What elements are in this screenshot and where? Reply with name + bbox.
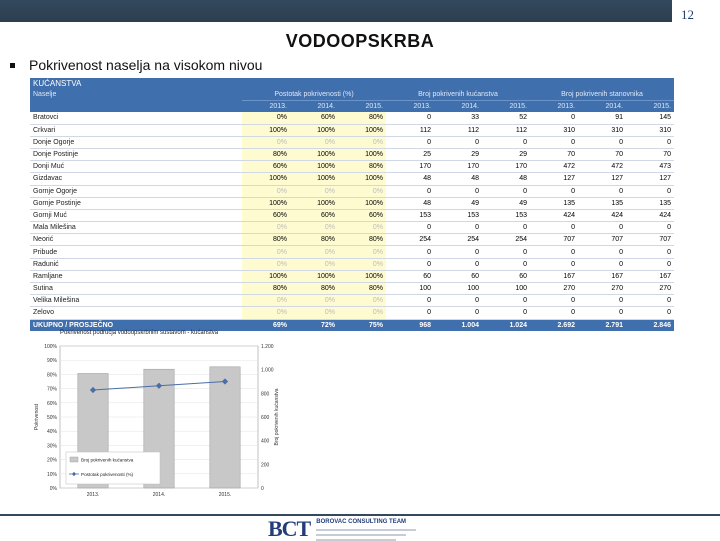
households-cell: 0 (482, 185, 530, 197)
column-header-naselje: Naselje (30, 89, 242, 101)
households-cell: 0 (434, 307, 482, 319)
coverage-percent-cell: 69% (242, 319, 290, 331)
coverage-percent-cell: 80% (242, 234, 290, 246)
population-cell: 424 (626, 209, 674, 221)
top-bar (0, 0, 720, 22)
households-cell: 60 (434, 270, 482, 282)
bullet-text: Pokrivenost naselja na visokom nivou (29, 57, 263, 73)
population-cell: 0 (626, 136, 674, 148)
coverage-percent-cell: 0% (242, 112, 290, 124)
settlement-name: Crkvari (30, 124, 242, 136)
population-cell: 167 (578, 270, 626, 282)
coverage-percent-cell: 80% (338, 161, 386, 173)
coverage-percent-cell: 100% (338, 173, 386, 185)
coverage-percent-cell: 0% (242, 185, 290, 197)
population-cell: 707 (578, 234, 626, 246)
chart-title: Pokrivenost područja vodoopskrbnim sustavom - kućanstva (60, 330, 219, 336)
y2-tick-label: 200 (261, 462, 270, 469)
population-cell: 270 (626, 283, 674, 295)
population-cell: 0 (530, 258, 578, 270)
population-cell: 0 (626, 258, 674, 270)
coverage-percent-cell: 100% (338, 270, 386, 282)
population-cell: 70 (626, 148, 674, 160)
population-cell: 135 (530, 197, 578, 209)
y2-axis-label: Broj pokrivenih kućanstva (274, 388, 280, 446)
population-cell: 135 (578, 197, 626, 209)
table-row (30, 173, 674, 185)
households-cell: 52 (482, 112, 530, 124)
table-row (30, 246, 674, 258)
population-cell: 0 (530, 307, 578, 319)
population-cell: 0 (578, 222, 626, 234)
coverage-percent-cell: 0% (290, 295, 338, 307)
households-cell: 0 (482, 295, 530, 307)
households-cell: 1.024 (482, 319, 530, 331)
population-cell: 127 (530, 173, 578, 185)
settlement-name: Donji Muć (30, 161, 242, 173)
households-cell: 0 (386, 258, 434, 270)
coverage-percent-cell: 100% (242, 124, 290, 136)
year-header: 2015. (482, 101, 530, 113)
settlement-name: Mala Milešina (30, 222, 242, 234)
households-cell: 0 (386, 246, 434, 258)
population-cell: 70 (530, 148, 578, 160)
company-logo (268, 516, 416, 541)
population-cell: 424 (530, 209, 578, 221)
population-cell: 473 (626, 161, 674, 173)
table-row (30, 258, 674, 270)
coverage-percent-cell: 0% (290, 222, 338, 234)
table-row (30, 270, 674, 282)
table-row (30, 112, 674, 124)
y-tick-label: 10% (46, 471, 57, 478)
coverage-percent-cell: 75% (338, 319, 386, 331)
population-cell: 2.692 (530, 319, 578, 331)
population-cell: 472 (578, 161, 626, 173)
households-cell: 254 (434, 234, 482, 246)
coverage-percent-cell: 80% (338, 234, 386, 246)
coverage-percent-cell: 60% (242, 161, 290, 173)
y-tick-label: 80% (46, 372, 57, 379)
x-tick-label: 2015. (218, 492, 232, 498)
coverage-chart (30, 330, 280, 508)
coverage-percent-cell: 100% (242, 197, 290, 209)
households-cell: 153 (434, 209, 482, 221)
coverage-percent-cell: 0% (290, 185, 338, 197)
y-tick-label: 30% (46, 443, 57, 450)
population-cell: 0 (578, 136, 626, 148)
households-cell: 29 (482, 148, 530, 160)
settlement-name: Gornji Muć (30, 209, 242, 221)
population-cell: 2.846 (626, 319, 674, 331)
households-cell: 0 (482, 222, 530, 234)
households-cell: 170 (386, 161, 434, 173)
coverage-percent-cell: 60% (242, 209, 290, 221)
coverage-percent-cell: 100% (338, 148, 386, 160)
settlement-name: Donje Postinje (30, 148, 242, 160)
households-cell: 48 (386, 173, 434, 185)
households-cell: 153 (482, 209, 530, 221)
coverage-percent-cell: 0% (338, 258, 386, 270)
households-cell: 153 (386, 209, 434, 221)
coverage-percent-cell: 0% (338, 307, 386, 319)
households-cell: 112 (386, 124, 434, 136)
households-cell: 49 (434, 197, 482, 209)
table-row (30, 185, 674, 197)
group-header-households: Broj pokrivenih kućanstva (386, 89, 530, 101)
bullet-point (10, 57, 262, 73)
households-cell: 48 (434, 173, 482, 185)
coverage-percent-cell: 80% (290, 234, 338, 246)
households-cell: 0 (434, 136, 482, 148)
legend-bar-swatch (70, 457, 78, 462)
coverage-percent-cell: 100% (290, 148, 338, 160)
table-row (30, 197, 674, 209)
year-header: 2015. (338, 101, 386, 113)
coverage-percent-cell: 100% (338, 124, 386, 136)
coverage-table (30, 78, 672, 331)
population-cell: 707 (626, 234, 674, 246)
page-number: 12 (681, 7, 694, 22)
households-cell: 170 (434, 161, 482, 173)
population-cell: 70 (578, 148, 626, 160)
settlement-name: Sutina (30, 283, 242, 295)
y2-tick-label: 800 (261, 391, 270, 398)
slide-title: VODOOPSKRBA (285, 31, 435, 51)
population-cell: 167 (530, 270, 578, 282)
coverage-percent-cell: 0% (242, 222, 290, 234)
coverage-percent-cell: 100% (290, 173, 338, 185)
logo-mark: BCT (268, 516, 311, 541)
population-cell: 2.791 (578, 319, 626, 331)
households-cell: 0 (386, 136, 434, 148)
table-row (30, 209, 674, 221)
households-cell: 0 (386, 185, 434, 197)
y-tick-label: 90% (46, 358, 57, 365)
households-cell: 60 (482, 270, 530, 282)
coverage-percent-cell: 0% (242, 136, 290, 148)
households-cell: 0 (434, 246, 482, 258)
coverage-percent-cell: 0% (338, 185, 386, 197)
population-cell: 472 (530, 161, 578, 173)
x-tick-label: 2013. (86, 492, 100, 498)
table-row (30, 222, 674, 234)
households-cell: 254 (386, 234, 434, 246)
coverage-percent-cell: 0% (338, 295, 386, 307)
population-cell: 127 (578, 173, 626, 185)
page-number-area (672, 0, 720, 22)
year-header: 2013. (386, 101, 434, 113)
households-cell: 0 (386, 307, 434, 319)
households-cell: 0 (434, 258, 482, 270)
settlement-name: Gornje Postinje (30, 197, 242, 209)
coverage-percent-cell: 60% (290, 112, 338, 124)
households-cell: 33 (434, 112, 482, 124)
households-cell: 0 (386, 295, 434, 307)
coverage-percent-cell: 0% (338, 136, 386, 148)
y2-tick-label: 1.000 (261, 367, 274, 374)
population-cell: 167 (626, 270, 674, 282)
year-header: 2014. (578, 101, 626, 113)
settlement-name: Neorić (30, 234, 242, 246)
settlement-name: Radunić (30, 258, 242, 270)
logo-tagline-line (316, 529, 416, 531)
coverage-percent-cell: 0% (338, 222, 386, 234)
y-tick-label: 100% (44, 344, 57, 350)
y-tick-label: 60% (46, 400, 57, 407)
footer-divider (0, 514, 720, 516)
coverage-percent-cell: 72% (290, 319, 338, 331)
population-cell: 310 (626, 124, 674, 136)
coverage-percent-cell: 60% (290, 209, 338, 221)
population-cell: 0 (578, 185, 626, 197)
households-cell: 0 (482, 136, 530, 148)
households-cell: 25 (386, 148, 434, 160)
bar (210, 367, 240, 488)
population-cell: 91 (578, 112, 626, 124)
population-cell: 0 (578, 307, 626, 319)
coverage-percent-cell: 0% (290, 246, 338, 258)
households-cell: 0 (482, 258, 530, 270)
legend-label: Broj pokrivenih kućanstva (81, 457, 134, 463)
year-header: 2014. (290, 101, 338, 113)
coverage-percent-cell: 80% (242, 283, 290, 295)
coverage-percent-cell: 100% (290, 124, 338, 136)
y-tick-label: 20% (46, 457, 57, 464)
coverage-percent-cell: 80% (338, 112, 386, 124)
year-header: 2014. (434, 101, 482, 113)
table-row (30, 136, 674, 148)
table-row (30, 124, 674, 136)
y-axis-label: Pokrivenost (34, 403, 40, 431)
y-tick-label: 50% (46, 415, 57, 421)
population-cell: 0 (626, 295, 674, 307)
settlement-name: Donje Ogorje (30, 136, 242, 148)
table-total-row (30, 319, 674, 331)
table-row (30, 283, 674, 295)
coverage-percent-cell: 0% (242, 307, 290, 319)
settlement-name: Pribude (30, 246, 242, 258)
households-cell: 48 (386, 197, 434, 209)
table-row (30, 148, 674, 160)
households-cell: 29 (434, 148, 482, 160)
households-cell: 0 (386, 112, 434, 124)
population-cell: 127 (626, 173, 674, 185)
population-cell: 0 (626, 307, 674, 319)
year-header: 2013. (530, 101, 578, 113)
coverage-percent-cell: 80% (338, 283, 386, 295)
settlement-name: Gornje Ogorje (30, 185, 242, 197)
households-cell: 254 (482, 234, 530, 246)
settlement-name: Gizdavac (30, 173, 242, 185)
coverage-percent-cell: 100% (290, 270, 338, 282)
households-cell: 100 (386, 283, 434, 295)
households-cell: 0 (434, 295, 482, 307)
households-cell: 112 (434, 124, 482, 136)
group-header-percent: Postotak pokrivenosti (%) (242, 89, 386, 101)
population-cell: 0 (530, 222, 578, 234)
coverage-percent-cell: 80% (242, 148, 290, 160)
settlement-name: Zelovo (30, 307, 242, 319)
coverage-percent-cell: 0% (290, 136, 338, 148)
households-cell: 100 (482, 283, 530, 295)
population-cell: 0 (626, 246, 674, 258)
population-cell: 0 (578, 295, 626, 307)
table-row (30, 295, 674, 307)
population-cell: 0 (578, 246, 626, 258)
population-cell: 270 (578, 283, 626, 295)
population-cell: 270 (530, 283, 578, 295)
coverage-percent-cell: 0% (242, 295, 290, 307)
y2-tick-label: 600 (261, 415, 270, 421)
coverage-percent-cell: 100% (242, 173, 290, 185)
population-cell: 424 (578, 209, 626, 221)
coverage-percent-cell: 60% (338, 209, 386, 221)
households-cell: 48 (482, 173, 530, 185)
households-cell: 60 (386, 270, 434, 282)
y-tick-label: 70% (46, 386, 57, 393)
y-tick-label: 0% (49, 486, 57, 492)
households-cell: 968 (386, 319, 434, 331)
year-header: 2015. (626, 101, 674, 113)
x-tick-label: 2014. (152, 492, 166, 498)
population-cell: 0 (530, 295, 578, 307)
coverage-percent-cell: 0% (290, 307, 338, 319)
population-cell: 0 (530, 112, 578, 124)
population-cell: 0 (530, 185, 578, 197)
y2-tick-label: 400 (261, 438, 270, 445)
bullet-square-icon (10, 63, 15, 68)
legend-label: Postotak pokrivenosti (%) (81, 472, 134, 477)
households-cell: 0 (386, 222, 434, 234)
coverage-percent-cell: 0% (338, 246, 386, 258)
population-cell: 0 (530, 136, 578, 148)
year-header-row (30, 101, 674, 113)
population-cell: 0 (626, 222, 674, 234)
table-row (30, 234, 674, 246)
coverage-percent-cell: 0% (290, 258, 338, 270)
coverage-percent-cell: 100% (242, 270, 290, 282)
households-cell: 49 (482, 197, 530, 209)
coverage-percent-cell: 100% (290, 161, 338, 173)
y2-tick-label: 0 (261, 486, 264, 492)
settlement-name: Bratovci (30, 112, 242, 124)
population-cell: 0 (626, 185, 674, 197)
y-tick-label: 40% (46, 429, 57, 436)
households-cell: 1.004 (434, 319, 482, 331)
table-header-label: KUĆANSTVA (30, 78, 242, 89)
households-cell: 112 (482, 124, 530, 136)
chart-svg (30, 340, 280, 510)
households-cell: 0 (482, 307, 530, 319)
population-cell: 310 (578, 124, 626, 136)
households-cell: 0 (434, 222, 482, 234)
coverage-percent-cell: 0% (242, 258, 290, 270)
settlement-name: Velika Milešina (30, 295, 242, 307)
households-cell: 0 (482, 246, 530, 258)
population-cell: 310 (530, 124, 578, 136)
group-header-population: Broj pokrivenih stanovnika (530, 89, 674, 101)
coverage-percent-cell: 0% (242, 246, 290, 258)
population-cell: 0 (530, 246, 578, 258)
logo-company-name: BOROVAC CONSULTING TEAM (316, 519, 407, 525)
population-cell: 707 (530, 234, 578, 246)
population-cell: 135 (626, 197, 674, 209)
y2-tick-label: 1.200 (261, 344, 274, 350)
households-cell: 0 (434, 185, 482, 197)
population-cell: 0 (578, 258, 626, 270)
settlement-name: Ramljane (30, 270, 242, 282)
year-header: 2013. (242, 101, 290, 113)
population-cell: 145 (626, 112, 674, 124)
table-row (30, 307, 674, 319)
coverage-percent-cell: 100% (290, 197, 338, 209)
settlement-name: UKUPNO / PROSJEČNO (30, 319, 242, 331)
table-row (30, 161, 674, 173)
coverage-percent-cell: 100% (338, 197, 386, 209)
logo-tagline-line (316, 534, 406, 536)
households-cell: 100 (434, 283, 482, 295)
households-cell: 170 (482, 161, 530, 173)
coverage-percent-cell: 80% (290, 283, 338, 295)
